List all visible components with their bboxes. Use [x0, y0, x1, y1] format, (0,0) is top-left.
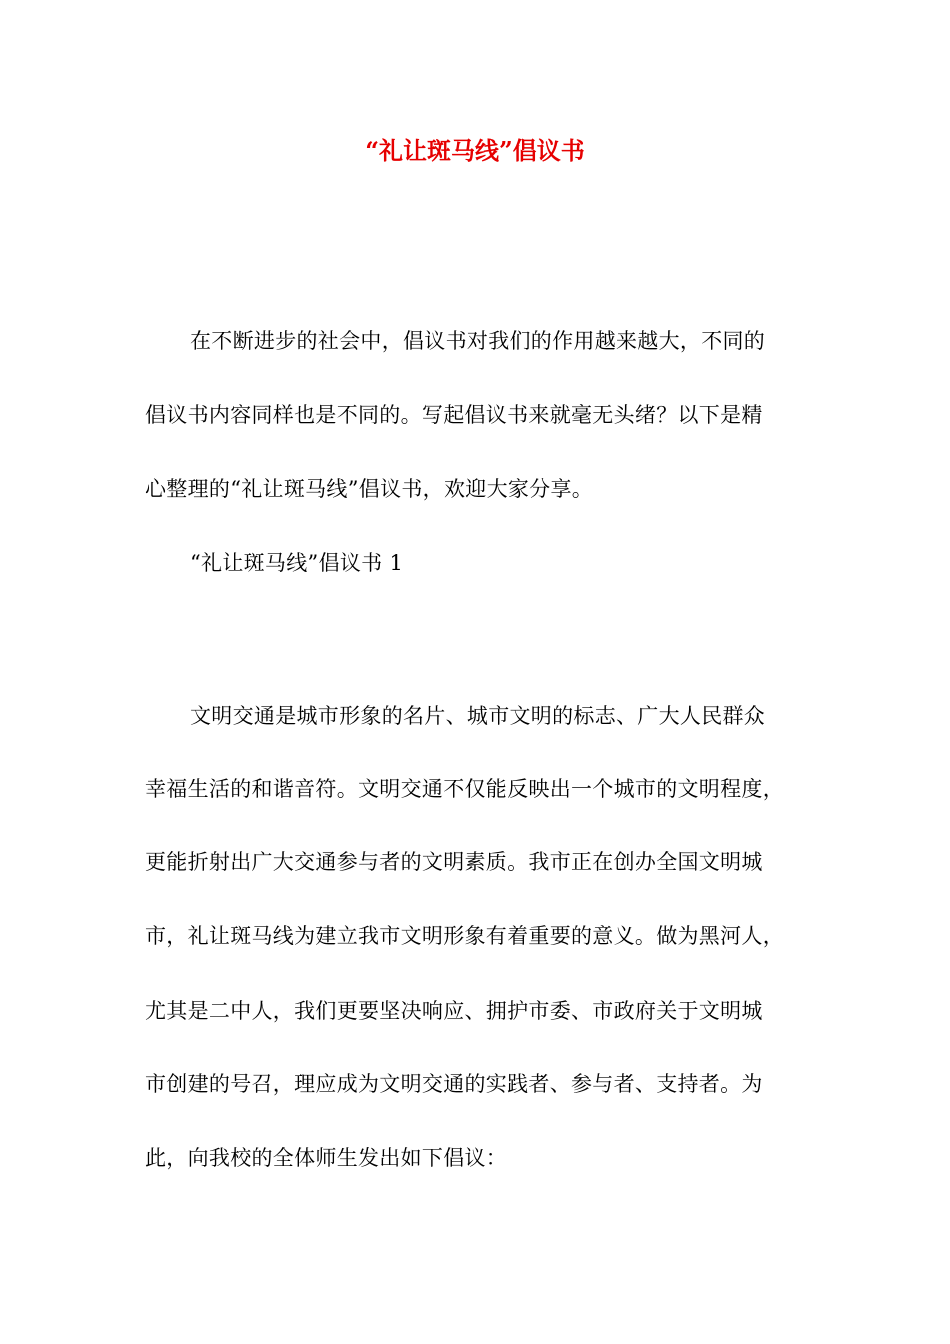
document-title: “礼让斑马线”倡议书 [365, 136, 585, 165]
intro-line-1: 在不断进步的社会中，倡议书对我们的作用越来越大，不同的 [190, 329, 766, 353]
intro-line-3: 心整理的“礼让斑马线”倡议书，欢迎大家分享。 [145, 477, 594, 501]
body-line-5: 尤其是二中人，我们更要坚决响应、拥护市委、市政府关于文明城 [145, 999, 763, 1023]
body-line-7: 此，向我校的全体师生发出如下倡议： [145, 1146, 508, 1170]
section-heading: “礼让斑马线”倡议书 1 [190, 551, 404, 575]
body-line-3: 更能折射出广大交通参与者的文明素质。我市正在创办全国文明城 [145, 850, 763, 874]
intro-line-2: 倡议书内容同样也是不同的。写起倡议书来就毫无头绪？以下是精 [145, 403, 763, 427]
body-line-2: 幸福生活的和谐音符。文明交通不仅能反映出一个城市的文明程度， [145, 777, 784, 801]
body-line-6: 市创建的号召，理应成为文明交通的实践者、参与者、支持者。为 [145, 1072, 763, 1096]
body-line-4: 市，礼让斑马线为建立我市文明形象有着重要的意义。做为黑河人， [145, 924, 784, 948]
body-line-1: 文明交通是城市形象的名片、城市文明的标志、广大人民群众 [190, 704, 766, 728]
